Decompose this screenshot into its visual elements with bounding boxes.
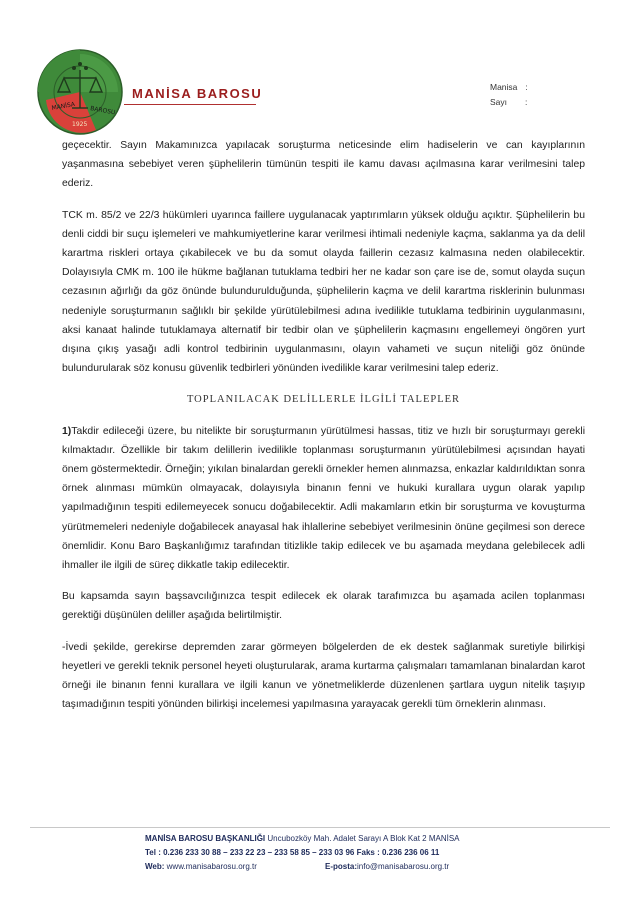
- footer-address-text: Uncubozköy Mah. Adalet Sarayı A Blok Kat 2 MANİSA: [267, 834, 460, 843]
- footer-phone: [145, 846, 439, 860]
- tel-label: Tel :: [145, 848, 161, 857]
- meta-manisa-colon: :: [525, 82, 528, 92]
- fax-value: 0.236 236 06 11: [381, 848, 440, 857]
- paragraph-3-text: Takdir edileceği üzere, bu nitelikte bir soruşturmanın yürütülmesi hassas, titiz ve hızlı bir soruşturmayı gerekli kılmaktadır. Özellikle bir takım delillerin ivedilikle toplanması soruşturmanın yürütülebilmesi açısından hayati önem göstermektedir. Örneğin; yıkılan binalardan gerekli örnekler hemen alınmazsa, enkazlar kaldırıldıktan sonra örnek alınması mümkün olmayacak, dolayısıyla binanın fenni ve hukuki kurallara uygun olarak yapılıp yapılmadığının tespiti edilemeyecek sonucu doğabilecektir. Adli makamların etkin bir soruşturma ve kovuşturma yürütmemeleri nedeniyle doğabilecek anayasal hak ihlallerine sebebiyet verilmesinin önüne geçilmesi son derece önemlidir. Konu Baro Başkanlığımız tarafından titizlikle takip edilecek ve bu aşamada meydana gelebilecek adli ihmaller ile ilgili de süreç dikkatle takip edilecektir.: [62, 425, 585, 572]
- footer-org: MANİSA BAROSU BAŞKANLIĞI: [145, 834, 266, 843]
- footer-web: [145, 860, 257, 874]
- email-label: E-posta:: [325, 862, 357, 871]
- section-heading: TOPLANILACAK DELİLLERLE İLGİLİ TALEPLER: [186, 394, 461, 406]
- letter-body: [62, 136, 585, 726]
- email-link[interactable]: info@manisabarosu.org.tr: [357, 862, 450, 871]
- meta-manisa: [490, 80, 528, 95]
- paragraph-1: geçecektir. Sayın Makamınızca yapılacak soruşturma neticesinde elim hadiselerin ve can kayıplarının yaşanmasına sebebiyet veren şüphelilerin tümünün tespiti ile kamu davası açılmasına karar verilmesini talep ederiz.: [62, 140, 585, 190]
- brand-name: MANİSA BAROSU: [132, 86, 263, 101]
- logo-text-barosu: BAROSU: [89, 105, 116, 117]
- fax-label: Faks :: [356, 848, 380, 857]
- paragraph-3: [62, 422, 585, 576]
- paragraph-4: Bu kapsamda sayın başsavcılığınızca tespit edilecek ek olarak tarafımızca bu aşamada acilen toplanması gerektiği düşünülen deliller aşağıda belirtilmiştir.: [62, 591, 585, 622]
- meta-manisa-label: Manisa: [490, 82, 518, 92]
- footer-address: [145, 832, 460, 846]
- logo-year: 1925: [72, 121, 88, 128]
- footer-divider: [30, 827, 610, 828]
- meta-sayi-colon: :: [525, 97, 528, 107]
- logo-text-manisa: MANİSA: [51, 100, 76, 112]
- bar-association-logo: [36, 48, 124, 136]
- footer-email: [325, 860, 449, 874]
- document-meta: [490, 80, 528, 110]
- tel-value: 0.236 233 30 88 – 233 22 23 – 233 58 85 – 233 03 96: [163, 848, 355, 857]
- web-label: Web:: [145, 862, 165, 871]
- item-number: 1): [62, 425, 72, 437]
- meta-sayi: [490, 95, 528, 110]
- paragraph-5: -İvedi şekilde, gerekirse depremden zarar görmeyen bölgelerden de ek destek sağlanmak suretiyle bilirkişi heyetleri ve gerekli teknik personel heyeti oluşturularak, arama kurtarma çalışmaları tamamlanan binalardan karot örneği ile binanın fenni kurallara ve ilgili kanun ve yönetmeliklerde düzenlenen şartlara uygun nitelik taşıyıp taşımadığının tespiti yönünden bilirkişi incelemesi yapılmasına yarayacak gerekli tüm örneklerin alınması.: [62, 641, 585, 711]
- letterhead: [0, 0, 636, 130]
- paragraph-2: TCK m. 85/2 ve 22/3 hükümleri uyarınca faillere uygulanacak yaptırımların yüksek olduğu açıktır. Şüphelilerin bu denli ciddi bir suçu işlemeleri ve mahkumiyetlerine karar verilmesi ihtimali nedeniyle kaçma, saklanma ya da delil karartma riskleri ortaya çıkabilecek ve bu da somut olayda faillerin cezasız kalmasına neden olabilecektir. Dolayısıyla CMK m. 100 ile hükme bağlanan tutuklama tedbiri her ne kadar son çare ise de, somut olayda suçun cezasının ağırlığı da göz önünde bulundurulduğunda, şüphelilerin kaçma ve delil karartma risklerinin bulunması nedeniyle soruşturmanın sağlıklı bir şekilde yürütülebilmesi adına ivedilikle tutuklama tedbirinin uygulanmasını, aksi kanaat halinde tutuklamaya alternatif bir tedbir olan ve şüphelilerin kaçmasını engellemeyi öngören yurt dışına çıkış yasağı adli kontrol tedbirinin uygulanmasını, olayın vahameti ve suçun niteliği göz önünde bulundurularak söz konusu güvenlik tedbirleri yönünden ivedilikle karar verilmesini talep ederiz.: [62, 209, 585, 375]
- brand-underline: [124, 104, 256, 105]
- web-link[interactable]: www.manisabarosu.org.tr: [166, 862, 257, 871]
- meta-sayi-label: Sayı: [490, 97, 508, 107]
